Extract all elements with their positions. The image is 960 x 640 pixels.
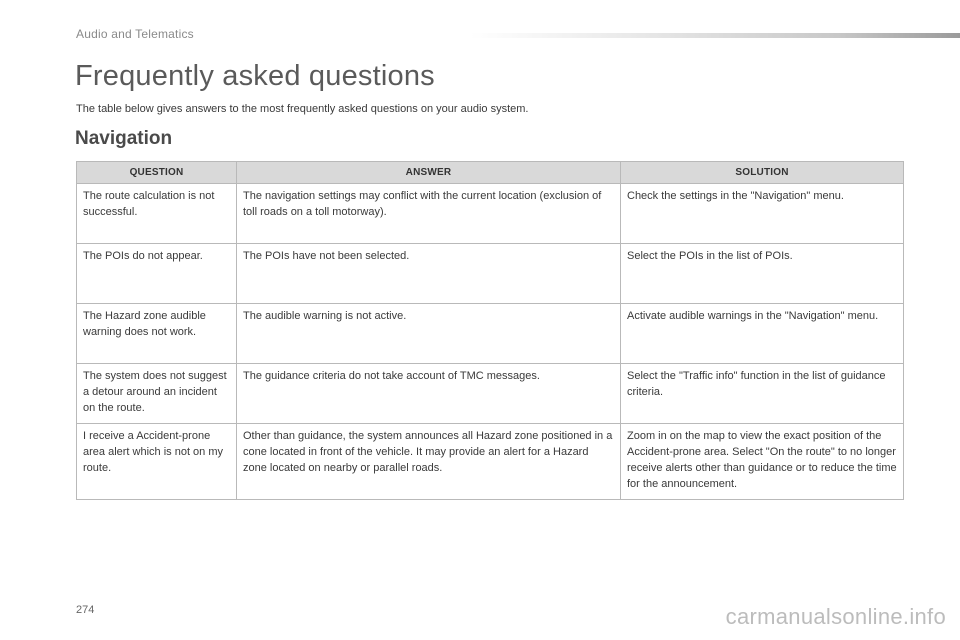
column-header-question: QUESTION bbox=[77, 162, 237, 184]
table-row bbox=[77, 424, 904, 500]
solution-cell: Activate audible warnings in the "Navigation" menu. bbox=[621, 304, 904, 364]
intro-text: The table below gives answers to the most frequently asked questions on your audio system. bbox=[76, 103, 529, 115]
table-row bbox=[77, 364, 904, 424]
column-header-solution: SOLUTION bbox=[621, 162, 904, 184]
answer-cell: The POIs have not been selected. bbox=[237, 244, 621, 304]
question-cell: The system does not suggest a detour around an incident on the route. bbox=[77, 364, 237, 424]
solution-cell: Check the settings in the "Navigation" menu. bbox=[621, 184, 904, 244]
answer-cell: Other than guidance, the system announces all Hazard zone positioned in a cone located in front of the vehicle. It may provide an alert for a Hazard zone located on nearby or parallel roads. bbox=[237, 424, 621, 500]
question-cell: I receive a Accident-prone area alert which is not on my route. bbox=[77, 424, 237, 500]
question-cell: The Hazard zone audible warning does not work. bbox=[77, 304, 237, 364]
question-cell: The POIs do not appear. bbox=[77, 244, 237, 304]
solution-cell: Select the "Traffic info" function in the list of guidance criteria. bbox=[621, 364, 904, 424]
solution-cell: Select the POIs in the list of POIs. bbox=[621, 244, 904, 304]
running-header: Audio and Telematics bbox=[76, 27, 194, 41]
header-gradient-rule bbox=[470, 33, 960, 38]
solution-cell: Zoom in on the map to view the exact position of the Accident-prone area. Select "On the route" to no longer receive alerts other than guidance or to reduce the time for the announcement. bbox=[621, 424, 904, 500]
answer-cell: The guidance criteria do not take account of TMC messages. bbox=[237, 364, 621, 424]
faq-table bbox=[76, 161, 904, 500]
question-cell: The route calculation is not successful. bbox=[77, 184, 237, 244]
table-row bbox=[77, 244, 904, 304]
table-row bbox=[77, 304, 904, 364]
column-header-answer: ANSWER bbox=[237, 162, 621, 184]
page-number: 274 bbox=[76, 604, 95, 616]
page-title: Frequently asked questions bbox=[75, 60, 435, 92]
section-title: Navigation bbox=[75, 128, 173, 149]
answer-cell: The audible warning is not active. bbox=[237, 304, 621, 364]
table-row bbox=[77, 184, 904, 244]
watermark: carmanualsonline.info bbox=[725, 604, 946, 629]
table-header-row bbox=[77, 162, 904, 184]
answer-cell: The navigation settings may conflict with the current location (exclusion of toll roads on a toll motorway). bbox=[237, 184, 621, 244]
